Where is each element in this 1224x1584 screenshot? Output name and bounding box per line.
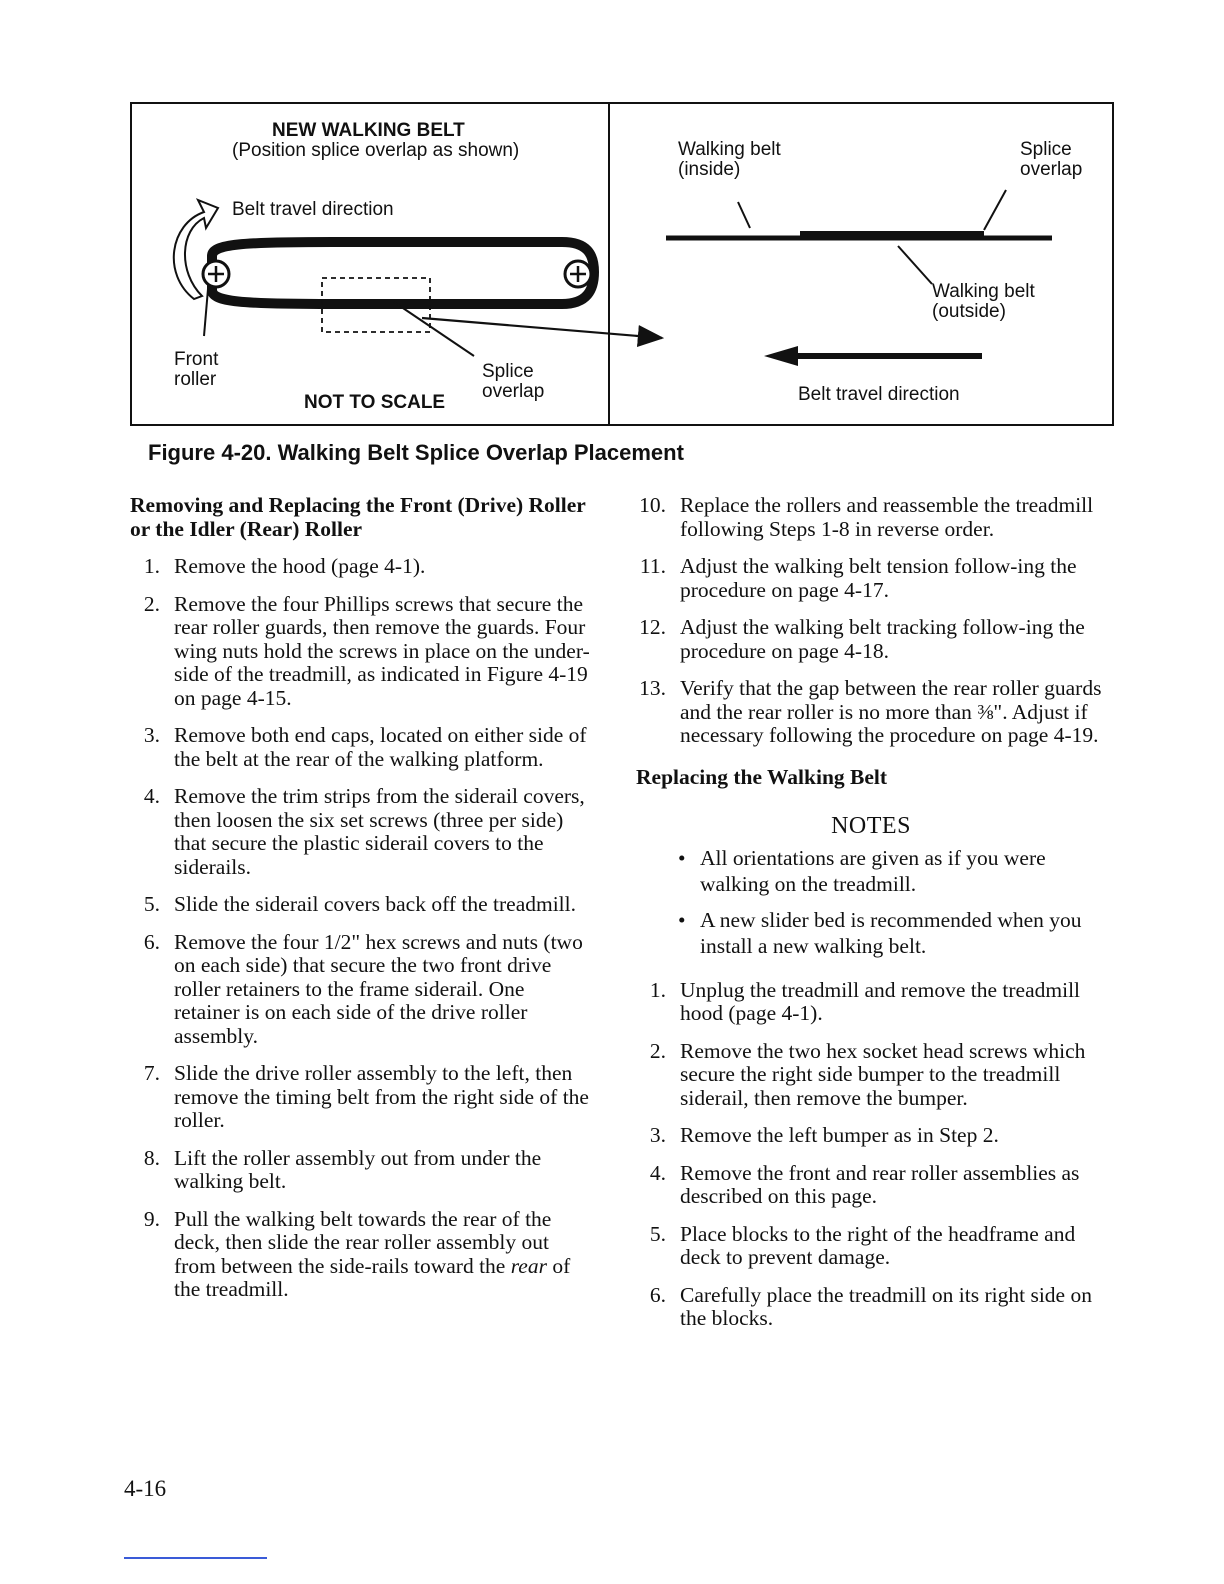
list-item: 8. Lift the roller assembly out from under the walking belt. <box>143 1145 542 1193</box>
notes-list <box>636 845 1106 959</box>
list-item: • All orientations are given as if you were walking on the treadmill. <box>678 845 1046 896</box>
walking-belt-inside-label: Walking belt (inside) <box>678 139 781 180</box>
walking-belt-steps-list <box>636 979 1106 1331</box>
belt-travel-direction-label: Belt travel direction <box>232 199 394 220</box>
list-item: 1. Unplug the treadmill and remove the treadmill hood (page 4-1). <box>649 977 1081 1025</box>
left-column <box>130 494 590 1316</box>
splice-overlap-leader <box>984 190 1006 230</box>
list-item: 3. Remove both end caps, located on either side of the belt at the rear of the walking platform. <box>143 723 587 771</box>
list-item: 7. Slide the drive roller assembly to the left, then remove the timing belt from the right side of the roller. <box>143 1061 589 1132</box>
list-item: 10. Replace the rollers and reassemble the treadmill following Steps 1-8 in reverse order. <box>639 493 1094 541</box>
right-column <box>636 494 1106 1345</box>
list-item: 11. Adjust the walking belt tension follow-ing the procedure on page 4-17. <box>639 554 1077 602</box>
list-item: 4. Remove the front and rear roller assemblies as described on this page. <box>649 1160 1080 1208</box>
belt-overlap-detail <box>666 234 1052 238</box>
splice-leader-line <box>394 302 474 356</box>
page-number: 4-16 <box>124 1476 167 1501</box>
list-item: 4. Remove the trim strips from the siderail covers, then loosen the six set screws (three per side) that secure the plastic siderail covers to the siderails. <box>143 784 585 879</box>
list-item: 1. Remove the hood (page 4-1). <box>143 554 426 578</box>
list-item: 6. Remove the four 1/2" hex screws and nuts (two on each side) that secure the two front drive roller retainers to the frame siderail. One retainer is on each side of the drive roller assembly. <box>143 929 583 1048</box>
bullet-icon: • <box>678 845 686 870</box>
belt-outside-leader <box>898 246 932 284</box>
figure-caption: Figure 4-20. Walking Belt Splice Overlap Placement <box>148 440 684 465</box>
section-heading-walking-belt: Replacing the Walking Belt <box>636 764 888 789</box>
list-item: 5. Place blocks to the right of the headframe and deck to prevent damage. <box>649 1221 1076 1269</box>
front-roller-leader-line <box>204 289 208 336</box>
bullet-icon: • <box>678 907 686 932</box>
figure-walking-belt-splice <box>130 102 1114 426</box>
list-item: • A new slider bed is recommended when you install a new walking belt. <box>678 907 1082 958</box>
roller-steps-list-continued <box>636 494 1106 748</box>
figure-title: NEW WALKING BELT <box>272 120 465 141</box>
belt-travel-arrow-icon <box>764 346 982 366</box>
splice-overlap-label-left: Splice overlap <box>482 361 545 402</box>
footer-rule <box>124 1557 267 1559</box>
walking-belt-outside-label: Walking belt (outside) <box>932 281 1035 322</box>
splice-overlap-label-right: Splice overlap <box>1020 139 1083 180</box>
rear-roller-icon <box>565 261 591 287</box>
list-item: 13. Verify that the gap between the rear roller guards and the rear roller is no more than ⅜". Adjust if necessary following the procedure on page 4-19. <box>639 676 1102 747</box>
list-item: 5. Slide the siderail covers back off the treadmill. <box>143 892 577 916</box>
list-item: 6. Carefully place the treadmill on its right side on the blocks. <box>649 1282 1092 1330</box>
section-heading-roller: Removing and Replacing the Front (Drive) Roller or the Idler (Rear) Roller <box>130 493 586 541</box>
not-to-scale-label: NOT TO SCALE <box>304 392 446 413</box>
detail-pointer-arrow <box>422 318 662 338</box>
belt-inside-leader <box>738 202 750 228</box>
belt-loop <box>212 242 594 304</box>
front-roller-label: Front roller <box>174 349 219 390</box>
list-item: 12. Adjust the walking belt tracking follow-ing the procedure on page 4-18. <box>639 615 1085 663</box>
list-item: 2. Remove the four Phillips screws that secure the rear roller guards, then remove the guards. Four wing nuts hold the screws in place on the under-side of the treadmill, as indicated in Figure 4-19 on page 4-15. <box>143 591 590 710</box>
roller-steps-list <box>130 555 590 1302</box>
belt-travel-direction-label-right: Belt travel direction <box>798 384 960 405</box>
figure-subtitle: (Position splice overlap as shown) <box>232 140 520 161</box>
list-item: 3. Remove the left bumper as in Step 2. <box>649 1123 999 1147</box>
list-item: 9. Pull the walking belt towards the rear of the deck, then slide the rear roller assembly out from between the side-rails toward the rear of the treadmill. <box>143 1206 571 1301</box>
list-item: 2. Remove the two hex socket head screws which secure the right side bumper to the treadmill siderail, then remove the bumper. <box>649 1038 1086 1110</box>
front-roller-icon <box>203 261 229 287</box>
notes-heading: NOTES <box>831 813 911 839</box>
